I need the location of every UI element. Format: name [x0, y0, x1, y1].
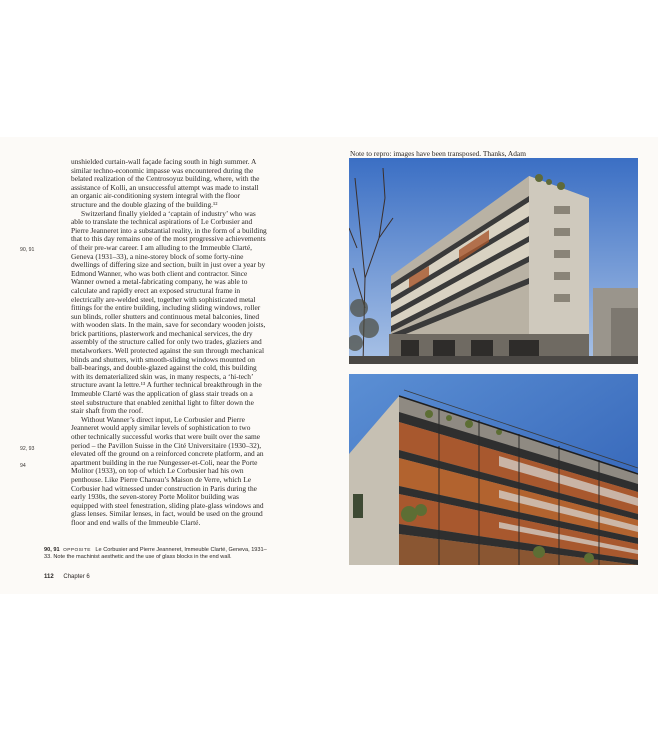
photo-upper-floors	[349, 374, 638, 565]
paragraph-3: Without Wanner’s direct input, Le Corbusier and Pierre Jeanneret would apply similar levels of sophistication to two other technically successful works that were built over the same period – the Pavillon Suisse in the Cité Universitaire (1930–32), elevated off the ground on a reinforced concrete platform, and an apartment building in the rue Nungesser-et-Coli, near the Porte Molitor (1933), on top of which Le Corbusier had his own penthouse. Like Pierre Chareau’s Maison de Verre, which Le Corbusier had witnessed under construction in Paris during the early 1930s, the seven-storey Porte Molitor building was equipped with steel fenestration, sliding plate-glass windows and glass lenses. Similar lenses, in fact, would be used on the ground floor and end walls of the Immeuble Clarté.	[71, 414, 264, 527]
caption-text: Le Corbusier and Pierre Jeanneret, Immeuble Clarté, Geneva, 1931–33. Note the machinist aesthetic and the use of glass blocks in the end wall.	[44, 547, 267, 561]
photo-street-corner	[349, 158, 638, 364]
page-number: 112	[44, 574, 54, 580]
paragraph-2: Switzerland finally yielded a ‘captain of industry’ who was able to translate the technical aspirations of Le Corbusier and Pierre Jeanneret into a substantial reality, in the form of a building that to this day remains one of the most progressive achievements of their pre-war career. I am alluding to the Immeuble Clarté, Geneva (1931–33), a nine-storey block of some forty-nine dwellings of differing size and section, built in just over a year by Edmond Wanner, who was both client and contractor. Since Wanner owned a metal-fabricating company, he was able to calculate and rapidly erect an exposed structural frame in electrically are-welded steel, together with sophisticated metal fittings for the entire building, including sliding windows, roller sun blinds, roller shutters and continuous metal balconies, lined with wooden slats. In the main, save for secondary wooden joists, brick partitions, plasterwork and mechanical services, the dry assembly of the structure called for only two trades, glaziers and metalworkers. Well protected against the sun through mechanical blinds and shutters, with smooth-sliding windows mounted on ball-bearings, and double-glazed against the cold, this building with its dematerialized skin was, in many respects, a ‘hi-tech’ structure avant la lettre.¹³ A further technical breakthrough in the Immeuble Clarté was the application of glass stair treads on a steel substructure that enabled zenithal light to filter down the stair shaft from the roof.	[71, 208, 267, 416]
body-text	[71, 158, 267, 528]
margin-ref-94: 94	[20, 463, 26, 469]
folio	[44, 574, 90, 580]
margin-ref-90-91: 90, 91	[20, 247, 35, 253]
repro-note: Note to repro: images have been transposed. Thanks, Adam	[350, 149, 526, 158]
caption-figure-number: 90, 91	[44, 547, 60, 553]
paragraph-1: unshielded curtain-wall façade facing south in high summer. A similar techno-economic impasse was encountered during the belated realization of the Centrosoyuz building, where, with the assistance of Kolli, an unsuccessful attempt was made to install an organic air-conditioning system integral with the floor structure and the double glazing of the building.¹²	[71, 157, 260, 209]
caption-opposite-label: OPPOSITE	[63, 548, 91, 553]
figure-caption	[44, 547, 274, 562]
chapter-label: Chapter 6	[63, 574, 90, 580]
margin-ref-92-93: 92, 93	[20, 446, 35, 452]
